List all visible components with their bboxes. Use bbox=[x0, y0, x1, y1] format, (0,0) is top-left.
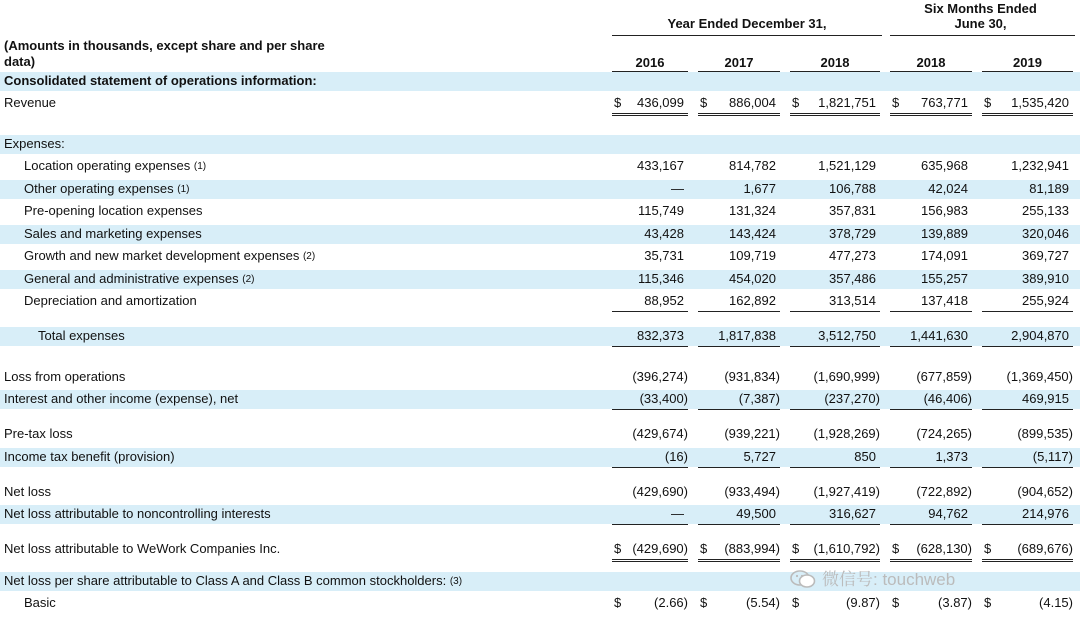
cell-value: (1,690,999) bbox=[813, 369, 880, 384]
row-label bbox=[4, 571, 462, 593]
cell-value: 635,968 bbox=[921, 158, 968, 173]
row-label bbox=[4, 504, 271, 524]
value-cell bbox=[698, 291, 780, 312]
footnote-marker: (1) bbox=[193, 161, 207, 172]
value-cell bbox=[890, 93, 972, 116]
cell-value: (237,270) bbox=[824, 391, 880, 406]
value-cell bbox=[982, 593, 1073, 613]
cell-value: 313,514 bbox=[829, 293, 876, 308]
row-label-text: Pre-tax loss bbox=[4, 426, 73, 441]
value-cell bbox=[612, 269, 688, 289]
row-label-text: Net loss bbox=[4, 484, 51, 499]
value-cell bbox=[612, 93, 688, 116]
row-label bbox=[4, 134, 65, 154]
cell-value: 174,091 bbox=[921, 248, 968, 263]
cell-value: (4.15) bbox=[1039, 595, 1073, 610]
value-cell bbox=[698, 246, 780, 266]
row-label bbox=[4, 71, 317, 91]
value-cell bbox=[612, 593, 688, 613]
table-row bbox=[0, 246, 1080, 266]
cell-value: 162,892 bbox=[729, 293, 776, 308]
currency-symbol: $ bbox=[614, 541, 622, 556]
header-group-six-months bbox=[888, 1, 1073, 31]
cell-value: (396,274) bbox=[632, 369, 688, 384]
value-cell bbox=[982, 269, 1073, 289]
cell-value: 1,677 bbox=[743, 181, 776, 196]
cell-value: (883,994) bbox=[724, 541, 780, 556]
cell-value: 814,782 bbox=[729, 158, 776, 173]
cell-value: (9.87) bbox=[846, 595, 880, 610]
row-label bbox=[24, 179, 189, 201]
cell-value: 320,046 bbox=[1022, 226, 1069, 241]
value-cell bbox=[982, 389, 1073, 410]
value-cell bbox=[790, 539, 880, 562]
table-row bbox=[0, 539, 1080, 559]
cell-value: 850 bbox=[854, 449, 876, 464]
value-cell bbox=[698, 156, 780, 176]
cell-value: 469,915 bbox=[1022, 391, 1069, 406]
cell-value: 2,904,870 bbox=[1011, 328, 1069, 343]
cell-value: (689,676) bbox=[1017, 541, 1073, 556]
value-cell bbox=[890, 269, 972, 289]
column-header-2: 2017 bbox=[698, 55, 780, 72]
cell-value: (899,535) bbox=[1017, 426, 1073, 441]
currency-symbol: $ bbox=[892, 595, 900, 610]
value-cell bbox=[890, 424, 972, 444]
footnote-marker: (1) bbox=[177, 184, 190, 195]
footnote-marker: (3) bbox=[449, 576, 463, 587]
value-cell bbox=[698, 539, 780, 562]
table-row bbox=[0, 156, 1080, 176]
value-cell bbox=[790, 389, 880, 410]
cell-value: (5.54) bbox=[746, 595, 780, 610]
row-label-text: Other operating expenses bbox=[24, 181, 174, 196]
value-cell bbox=[982, 367, 1073, 387]
value-cell bbox=[982, 201, 1073, 221]
value-cell bbox=[612, 224, 688, 244]
currency-symbol: $ bbox=[792, 541, 800, 556]
value-cell bbox=[612, 367, 688, 387]
row-label-text: Net loss attributable to WeWork Companies Inc. bbox=[4, 541, 281, 556]
cell-value: (1,369,450) bbox=[1006, 369, 1073, 384]
currency-symbol: $ bbox=[700, 595, 708, 610]
value-cell bbox=[612, 482, 688, 502]
row-label-text: Basic bbox=[24, 595, 56, 610]
currency-symbol: $ bbox=[792, 595, 800, 610]
value-cell bbox=[790, 482, 880, 502]
cell-value: (429,690) bbox=[632, 484, 688, 499]
cell-value: 763,771 bbox=[921, 95, 968, 110]
row-label bbox=[4, 424, 73, 444]
value-cell bbox=[790, 93, 880, 116]
value-cell bbox=[982, 179, 1073, 199]
value-cell bbox=[890, 156, 972, 176]
cell-value: (5,117) bbox=[1032, 449, 1073, 464]
row-label bbox=[38, 326, 125, 346]
cell-value: 1,535,420 bbox=[1011, 95, 1069, 110]
cell-value: 109,719 bbox=[729, 248, 776, 263]
value-cell bbox=[890, 326, 972, 347]
table-row bbox=[0, 424, 1080, 444]
header-group-six-line1: Six Months Ended bbox=[924, 1, 1037, 16]
value-cell bbox=[698, 326, 780, 347]
header-group-year: Year Ended December 31, bbox=[667, 16, 827, 31]
value-cell bbox=[982, 447, 1073, 468]
table-row bbox=[0, 71, 1080, 91]
value-cell bbox=[982, 246, 1073, 266]
column-header-5: 2019 bbox=[982, 55, 1073, 72]
row-label-text: Expenses: bbox=[4, 136, 65, 151]
cell-value: 1,232,941 bbox=[1011, 158, 1069, 173]
table-row bbox=[0, 224, 1080, 244]
table-row bbox=[0, 482, 1080, 502]
row-label-text: Location operating expenses bbox=[24, 158, 191, 173]
value-cell bbox=[890, 482, 972, 502]
value-cell bbox=[612, 246, 688, 266]
value-cell bbox=[982, 291, 1073, 312]
cell-value: (933,494) bbox=[724, 484, 780, 499]
cell-value: 316,627 bbox=[829, 506, 876, 521]
row-label bbox=[24, 593, 56, 613]
value-cell bbox=[698, 504, 780, 525]
value-cell bbox=[982, 482, 1073, 502]
cell-value: — bbox=[671, 181, 684, 196]
table-row bbox=[0, 179, 1080, 199]
row-label bbox=[4, 447, 175, 467]
footnote-marker: (2) bbox=[302, 251, 316, 262]
currency-symbol: $ bbox=[984, 595, 992, 610]
value-cell bbox=[698, 367, 780, 387]
value-cell bbox=[612, 504, 688, 525]
cell-value: 832,373 bbox=[637, 328, 684, 343]
cell-value: 357,831 bbox=[829, 203, 876, 218]
cell-value: 1,817,838 bbox=[718, 328, 776, 343]
cell-value: 214,976 bbox=[1022, 506, 1069, 521]
table-row bbox=[0, 201, 1080, 221]
cell-value: 389,910 bbox=[1022, 271, 1069, 286]
row-label bbox=[24, 291, 197, 311]
cell-value: 131,324 bbox=[729, 203, 776, 218]
row-label-text: Interest and other income (expense), net bbox=[4, 391, 239, 406]
value-cell bbox=[890, 389, 972, 410]
value-cell bbox=[790, 224, 880, 244]
cell-value: (429,674) bbox=[632, 426, 688, 441]
value-cell bbox=[612, 389, 688, 410]
cell-value: (33,400) bbox=[639, 391, 688, 406]
cell-value: (3.87) bbox=[938, 595, 972, 610]
row-label-text: Revenue bbox=[4, 95, 57, 110]
value-cell bbox=[790, 269, 880, 289]
cell-value: 1,441,630 bbox=[910, 328, 968, 343]
value-cell bbox=[890, 367, 972, 387]
cell-value: (46,406) bbox=[923, 391, 972, 406]
currency-symbol: $ bbox=[984, 541, 992, 556]
value-cell bbox=[612, 424, 688, 444]
table-row bbox=[0, 93, 1080, 113]
cell-value: (429,690) bbox=[632, 541, 688, 556]
cell-value: (677,859) bbox=[916, 369, 972, 384]
row-label-text: Net loss attributable to noncontrolling interests bbox=[4, 506, 271, 521]
value-cell bbox=[698, 482, 780, 502]
value-cell bbox=[612, 291, 688, 312]
currency-symbol: $ bbox=[614, 95, 622, 110]
cell-value: 1,821,751 bbox=[818, 95, 876, 110]
value-cell bbox=[790, 424, 880, 444]
value-cell bbox=[982, 93, 1073, 116]
table-row bbox=[0, 504, 1080, 524]
cell-value: 143,424 bbox=[729, 226, 776, 241]
cell-value: 477,273 bbox=[829, 248, 876, 263]
column-header-4: 2018 bbox=[890, 55, 972, 72]
cell-value: 81,189 bbox=[1029, 181, 1069, 196]
value-cell bbox=[790, 201, 880, 221]
cell-value: 139,889 bbox=[921, 226, 968, 241]
cell-value: 1,521,129 bbox=[818, 158, 876, 173]
currency-symbol: $ bbox=[984, 95, 992, 110]
currency-symbol: $ bbox=[700, 541, 708, 556]
row-label-text: Loss from operations bbox=[4, 369, 126, 384]
value-cell bbox=[698, 447, 780, 468]
cell-value: 5,727 bbox=[743, 449, 776, 464]
row-label bbox=[24, 246, 315, 268]
cell-value: (628,130) bbox=[916, 541, 972, 556]
cell-value: 378,729 bbox=[829, 226, 876, 241]
cell-value: (724,265) bbox=[916, 426, 972, 441]
table-row bbox=[0, 326, 1080, 346]
value-cell bbox=[698, 93, 780, 116]
cell-value: (722,892) bbox=[916, 484, 972, 499]
table-row bbox=[0, 367, 1080, 387]
cell-value: 436,099 bbox=[637, 95, 684, 110]
value-cell bbox=[982, 326, 1073, 347]
table-row bbox=[0, 269, 1080, 289]
cell-value: (1,928,269) bbox=[813, 426, 880, 441]
cell-value: (16) bbox=[664, 449, 688, 464]
row-label-text: Depreciation and amortization bbox=[24, 293, 197, 308]
cell-value: 433,167 bbox=[637, 158, 684, 173]
value-cell bbox=[790, 447, 880, 468]
value-cell bbox=[890, 224, 972, 244]
footnote-marker: (2) bbox=[242, 274, 255, 285]
value-cell bbox=[698, 179, 780, 199]
value-cell bbox=[790, 593, 880, 613]
value-cell bbox=[612, 447, 688, 468]
table-row bbox=[0, 447, 1080, 467]
row-label bbox=[4, 367, 125, 387]
value-cell bbox=[982, 539, 1073, 562]
cell-value: 94,762 bbox=[928, 506, 968, 521]
cell-value: 3,512,750 bbox=[818, 328, 876, 343]
row-label bbox=[24, 224, 202, 244]
value-cell bbox=[890, 291, 972, 312]
row-label bbox=[24, 269, 254, 291]
cell-value: 106,788 bbox=[829, 181, 876, 196]
cell-value: 137,418 bbox=[921, 293, 968, 308]
value-cell bbox=[698, 224, 780, 244]
currency-symbol: $ bbox=[892, 541, 900, 556]
cell-value: 886,004 bbox=[729, 95, 776, 110]
row-label bbox=[4, 482, 51, 502]
row-label-text: Consolidated statement of operations information: bbox=[4, 73, 317, 88]
value-cell bbox=[890, 593, 972, 613]
cell-value: 88,952 bbox=[644, 293, 684, 308]
value-cell bbox=[698, 424, 780, 444]
cell-value: (1,610,792) bbox=[813, 541, 880, 556]
value-cell bbox=[612, 539, 688, 562]
value-cell bbox=[890, 179, 972, 199]
watermark bbox=[790, 565, 955, 590]
value-cell bbox=[612, 326, 688, 347]
value-cell bbox=[790, 326, 880, 347]
value-cell bbox=[790, 367, 880, 387]
row-label-text: General and administrative expenses bbox=[24, 271, 239, 286]
value-cell bbox=[890, 447, 972, 468]
header-units-note: (Amounts in thousands, except share and per share data) bbox=[4, 38, 325, 69]
column-header-3: 2018 bbox=[790, 55, 880, 72]
row-label bbox=[4, 389, 238, 409]
cell-value: 155,257 bbox=[921, 271, 968, 286]
value-cell bbox=[982, 424, 1073, 444]
row-label bbox=[24, 201, 203, 221]
cell-value: 43,428 bbox=[644, 226, 684, 241]
value-cell bbox=[982, 156, 1073, 176]
header-group-year-rule bbox=[612, 35, 882, 36]
value-cell bbox=[790, 246, 880, 266]
table-row bbox=[0, 389, 1080, 409]
cell-value: 454,020 bbox=[729, 271, 776, 286]
cell-value: (1,927,419) bbox=[813, 484, 880, 499]
cell-value: 42,024 bbox=[928, 181, 968, 196]
value-cell bbox=[982, 224, 1073, 244]
value-cell bbox=[698, 269, 780, 289]
cell-value: (7,387) bbox=[738, 391, 780, 406]
value-cell bbox=[790, 291, 880, 312]
value-cell bbox=[698, 389, 780, 410]
row-label bbox=[4, 93, 56, 113]
row-label-text: Net loss per share attributable to Class A and Class B common stockholders: bbox=[4, 573, 447, 588]
currency-symbol: $ bbox=[700, 95, 708, 110]
currency-symbol: $ bbox=[792, 95, 800, 110]
row-label bbox=[4, 539, 280, 559]
value-cell bbox=[612, 179, 688, 199]
cell-value: 35,731 bbox=[644, 248, 684, 263]
cell-value: 1,373 bbox=[935, 449, 968, 464]
cell-value: 369,727 bbox=[1022, 248, 1069, 263]
value-cell bbox=[612, 156, 688, 176]
row-label-text: Sales and marketing expenses bbox=[24, 226, 202, 241]
row-label-text: Growth and new market development expenses bbox=[24, 248, 300, 263]
currency-symbol: $ bbox=[892, 95, 900, 110]
row-label bbox=[24, 156, 206, 178]
row-label-text: Total expenses bbox=[38, 328, 125, 343]
watermark-text: 微信号: touchweb bbox=[822, 570, 956, 589]
currency-symbol: $ bbox=[614, 595, 622, 610]
cell-value: 156,983 bbox=[921, 203, 968, 218]
value-cell bbox=[890, 539, 972, 562]
cell-value: 255,133 bbox=[1022, 203, 1069, 218]
cell-value: 255,924 bbox=[1022, 293, 1069, 308]
value-cell bbox=[698, 201, 780, 221]
value-cell bbox=[790, 504, 880, 525]
cell-value: 115,749 bbox=[637, 203, 684, 218]
value-cell bbox=[790, 156, 880, 176]
value-cell bbox=[698, 593, 780, 613]
cell-value: (931,834) bbox=[724, 369, 780, 384]
header-group-six-line2: June 30, bbox=[954, 16, 1007, 31]
value-cell bbox=[790, 179, 880, 199]
table-row bbox=[0, 134, 1080, 154]
wechat-icon bbox=[790, 569, 816, 589]
cell-value: — bbox=[671, 506, 684, 521]
cell-value: 49,500 bbox=[736, 506, 776, 521]
cell-value: (904,652) bbox=[1017, 484, 1073, 499]
row-label-text: Pre-opening location expenses bbox=[24, 203, 203, 218]
cell-value: 357,486 bbox=[829, 271, 876, 286]
value-cell bbox=[612, 201, 688, 221]
value-cell bbox=[890, 504, 972, 525]
row-label-text: Income tax benefit (provision) bbox=[4, 449, 175, 464]
cell-value: 115,346 bbox=[637, 271, 684, 286]
column-header-1: 2016 bbox=[612, 55, 688, 72]
value-cell bbox=[890, 246, 972, 266]
cell-value: (2.66) bbox=[654, 595, 688, 610]
header-group-six-rule bbox=[890, 35, 1075, 36]
table-row bbox=[0, 291, 1080, 311]
value-cell bbox=[890, 201, 972, 221]
cell-value: (939,221) bbox=[724, 426, 780, 441]
value-cell bbox=[982, 504, 1073, 525]
table-row bbox=[0, 593, 1080, 613]
